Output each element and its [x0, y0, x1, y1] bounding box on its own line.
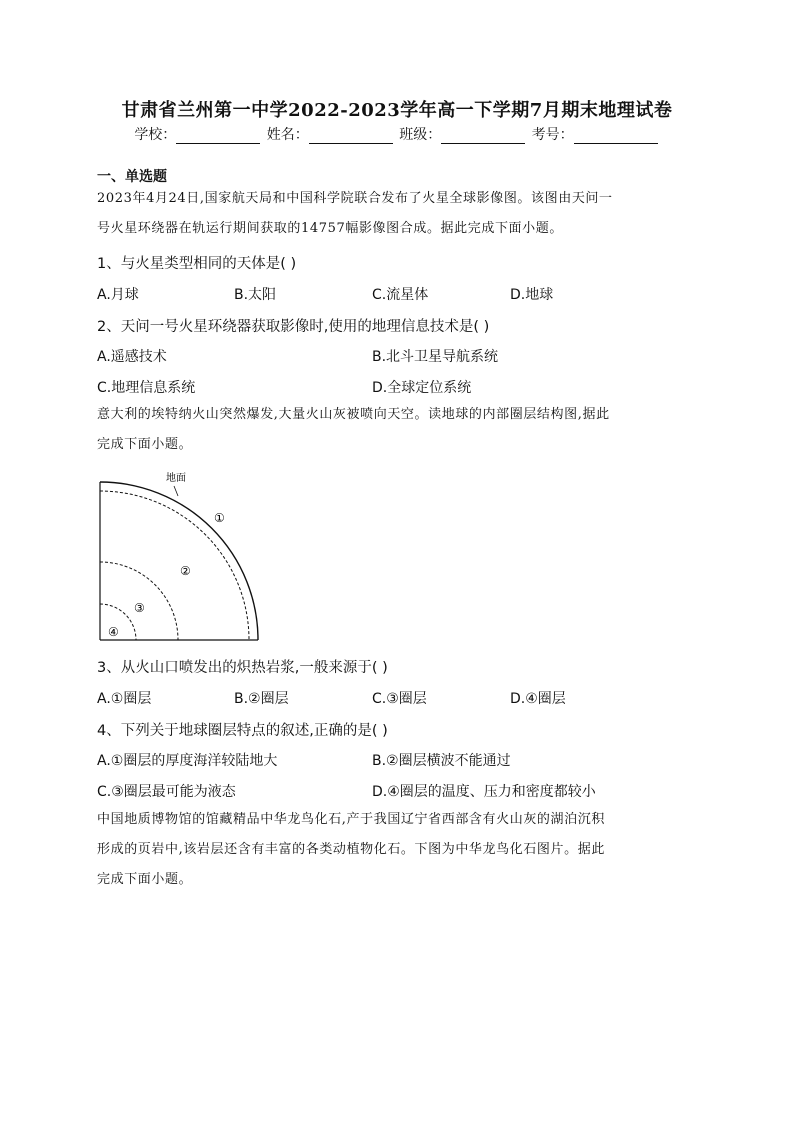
question-4-option-c[interactable]: C.③圈层最可能为液态 [97, 784, 236, 800]
passage-3 [97, 805, 697, 895]
class-blank[interactable] [441, 129, 525, 144]
passage-2-line: 完成下面小题。 [97, 437, 193, 452]
exam-title: 甘肃省兰州第一中学2022-2023学年高一下学期7月期末地理试卷 [121, 100, 673, 121]
school-blank[interactable] [176, 129, 260, 144]
question-4-option-d[interactable]: D.④圈层的温度、压力和密度都较小 [372, 784, 596, 800]
passage-3-line: 形成的页岩中,该岩层还含有丰富的各类动植物化石。下图为中华龙鸟化石图片。据此 [97, 842, 605, 857]
question-4-option-b[interactable]: B.②圈层横波不能通过 [372, 753, 511, 769]
question-4-stem: 4、下列关于地球圈层特点的叙述,正确的是( ) [97, 723, 388, 739]
question-3-option-b[interactable]: B.②圈层 [234, 691, 289, 707]
passage-1-line: 号火星环绕器在轨运行期间获取的14757幅影像图合成。据此完成下面小题。 [97, 221, 563, 236]
question-1-option-a[interactable]: A.月球 [97, 287, 139, 303]
name-label: 姓名： [266, 127, 309, 143]
school-label: 学校： [134, 127, 177, 143]
question-2-option-b[interactable]: B.北斗卫星导航系统 [372, 349, 499, 365]
number-label: 考号： [531, 127, 574, 143]
passage-2-line: 意大利的埃特纳火山突然爆发,大量火山灰被喷向天空。读地球的内部圈层结构图,据此 [97, 407, 610, 422]
question-1-option-b[interactable]: B.太阳 [234, 287, 277, 303]
student-info-row [0, 124, 794, 144]
number-blank[interactable] [574, 129, 658, 144]
name-blank[interactable] [309, 129, 393, 144]
passage-1-line: 2023年4月24日,国家航天局和中国科学院联合发布了火星全球影像图。该图由天问一 [97, 191, 613, 206]
question-2-option-a[interactable]: A.遥感技术 [97, 349, 167, 365]
question-3-stem: 3、从火山口喷发出的炽热岩浆,一般来源于( ) [97, 660, 388, 676]
class-label: 班级： [399, 127, 442, 143]
section-heading: 一、单选题 [97, 169, 167, 185]
layer-4-marker: ④ [108, 625, 119, 639]
layer-2-marker: ② [180, 564, 191, 578]
passage-1 [97, 184, 697, 244]
passage-2 [97, 400, 697, 460]
question-2-option-d[interactable]: D.全球定位系统 [372, 380, 472, 396]
question-1-stem: 1、与火星类型相同的天体是( ) [97, 256, 297, 272]
surface-arc [100, 482, 258, 640]
question-1-option-c[interactable]: C.流星体 [372, 287, 429, 303]
question-3-option-d[interactable]: D.④圈层 [510, 691, 566, 707]
question-1-option-d[interactable]: D.地球 [510, 287, 554, 303]
question-2-stem: 2、天问一号火星环绕器获取影像时,使用的地理信息技术是( ) [97, 319, 490, 335]
question-4-option-a[interactable]: A.①圈层的厚度海洋较陆地大 [97, 753, 278, 769]
passage-3-line: 中国地质博物馆的馆藏精品中华龙鸟化石,产于我国辽宁省西部含有火山灰的湖泊沉积 [97, 812, 605, 827]
question-3-option-c[interactable]: C.③圈层 [372, 691, 427, 707]
surface-leader-line [174, 486, 178, 496]
question-3-option-a[interactable]: A.①圈层 [97, 691, 152, 707]
passage-3-line: 完成下面小题。 [97, 872, 193, 887]
surface-label: 地面 [166, 473, 186, 484]
earth-layers-diagram [90, 466, 270, 648]
layer-3-marker: ③ [134, 601, 145, 615]
layer-1-marker: ① [214, 511, 225, 525]
question-2-option-c[interactable]: C.地理信息系统 [97, 380, 196, 396]
